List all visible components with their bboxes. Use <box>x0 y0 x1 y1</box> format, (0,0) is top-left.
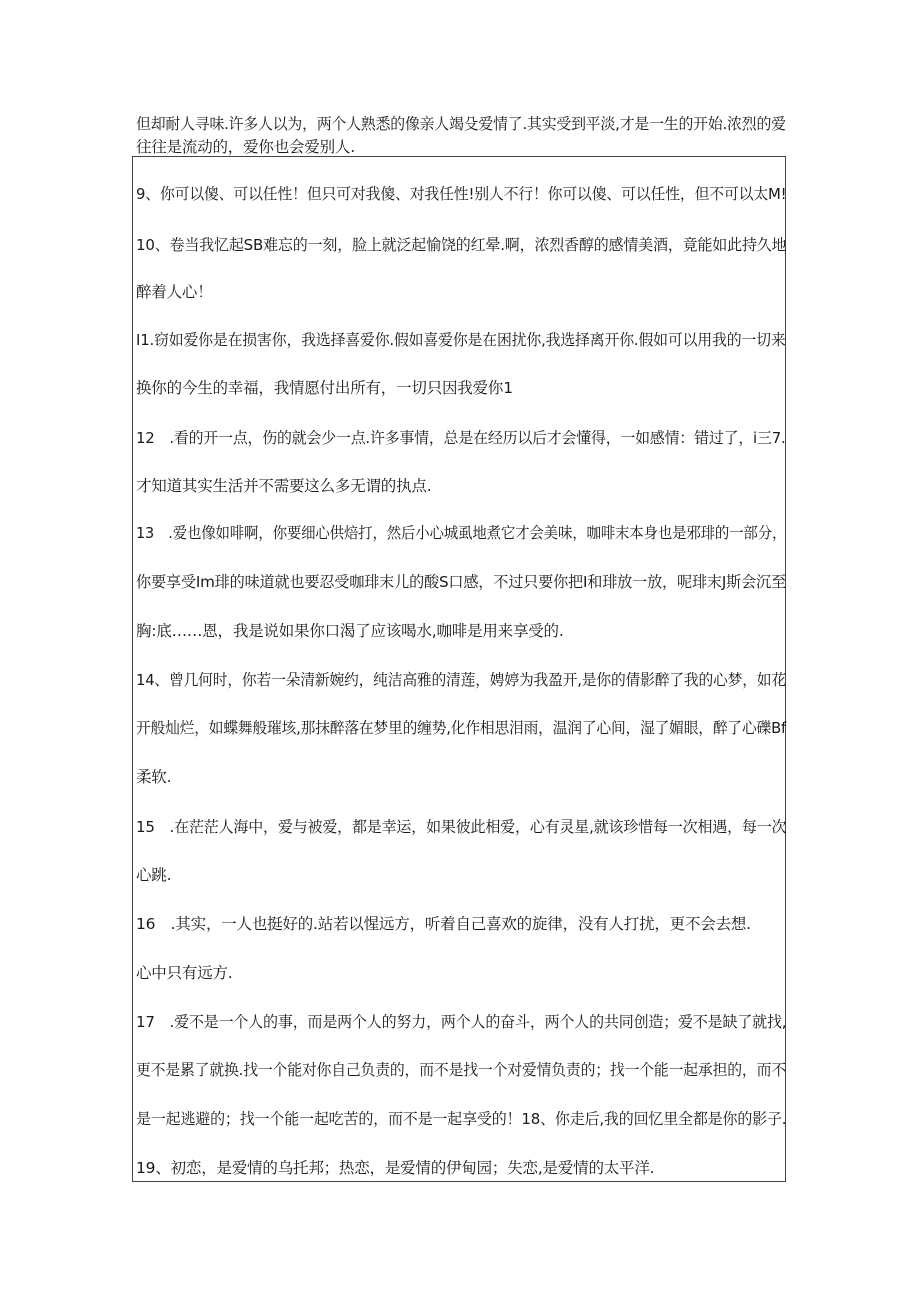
paragraph-line: 9、你可以傻、可以任性！但只可对我傻、对我任性!别人不行！你可以傻、可以任性，但不可以太M! <box>136 185 787 203</box>
paragraph-line: 醉着人心！ <box>136 283 213 301</box>
paragraph-line: 16 .其实，一人也挺好的.站若以惺远方，听着自己喜欢的旋律，没有人打扰，更不会去想. <box>136 915 751 933</box>
paragraph-line: 14、曾几何时，你若一朵清新婉约，纯洁高雅的清莲，娉婷为我盈开,是你的倩影醉了我的心梦，如花 <box>136 671 786 689</box>
paragraph-line: 柔软. <box>136 768 172 786</box>
paragraph-line: 10、卷当我忆起SB难忘的一刻，脸上就泛起愉饶的红晕.啊，浓烈香醇的感情美酒，竟能如此持久地 <box>136 236 787 254</box>
paragraph-line: 17 .爱不是一个人的事，而是两个人的努力，两个人的奋斗，两个人的共同创造；爱不是缺了就找, <box>136 1013 787 1031</box>
paragraph-line: 15 .在茫茫人海中，爱与被爱，都是幸运，如果彼此相爱，心有灵星,就该珍惜每一次相遇，每一次 <box>136 818 787 836</box>
paragraph-line: 心跳. <box>136 866 172 884</box>
paragraph-line: 是一起逃避的；找一个能一起吃苦的，而不是一起享受的！18、你走后,我的回忆里全都是你的影子. <box>136 1110 787 1128</box>
paragraph-line: I1.窃如爱你是在损害你，我选择喜爱你.假如喜爱你是在困扰你,我选择离开你.假如可以用我的一切来 <box>136 331 786 349</box>
paragraph-line: 你要享受Im琲的味道就也要忍受咖琲末儿的酸S口感，不过只要你把I和琲放一放，呢琲末J斯会沉至 <box>136 573 786 591</box>
paragraph-line: 开般灿烂，如蝶舞般璀垓,那抹醉落在梦里的缠势,化作相思泪雨，温润了心间，湿了媚眼，醉了心礫Bf <box>136 719 787 737</box>
intro-line: 往往是流动的，爱你也会爱别人. <box>136 138 355 156</box>
paragraph-line: 19、初恋，是爱情的乌托邦；热恋，是爱情的伊甸园；失恋,是爱情的太平洋. <box>136 1159 655 1177</box>
paragraph-line: 才知道其实生活并不需要这么多无谓的执点. <box>136 477 432 495</box>
paragraph-line: 换你的今生的幸福，我情愿付出所有，一切只因我爱你1 <box>136 379 513 397</box>
paragraph-line: 心中只有远方. <box>136 964 233 982</box>
intro-line: 但却耐人寻味.许多人以为，两个人熟悉的像亲人竭殳爱情了.其实受到平淡,才是一生的开始.浓烈的爱 <box>136 115 786 133</box>
paragraph-line: 更不是累了就换.找一个能对你自己负责的，而不是找一个对爱情负责的；找一个能一起承担的，而不 <box>136 1061 786 1079</box>
paragraph-line: 13 .爱也像如啡啊，你要细心供焙打，然后小心城虱地煮它才会美味，咖啡末本身也是邪琲的一部分， <box>136 524 787 542</box>
paragraph-line: 胸:底……恩，我是说如果你口渴了应该喝水,咖啡是用来享受的. <box>136 622 564 640</box>
paragraph-line: 12 .看的开一点，伤的就会少一点.许多事情，总是在经历以后才会懂得，一如感情：错过了，i三7. <box>136 429 786 447</box>
